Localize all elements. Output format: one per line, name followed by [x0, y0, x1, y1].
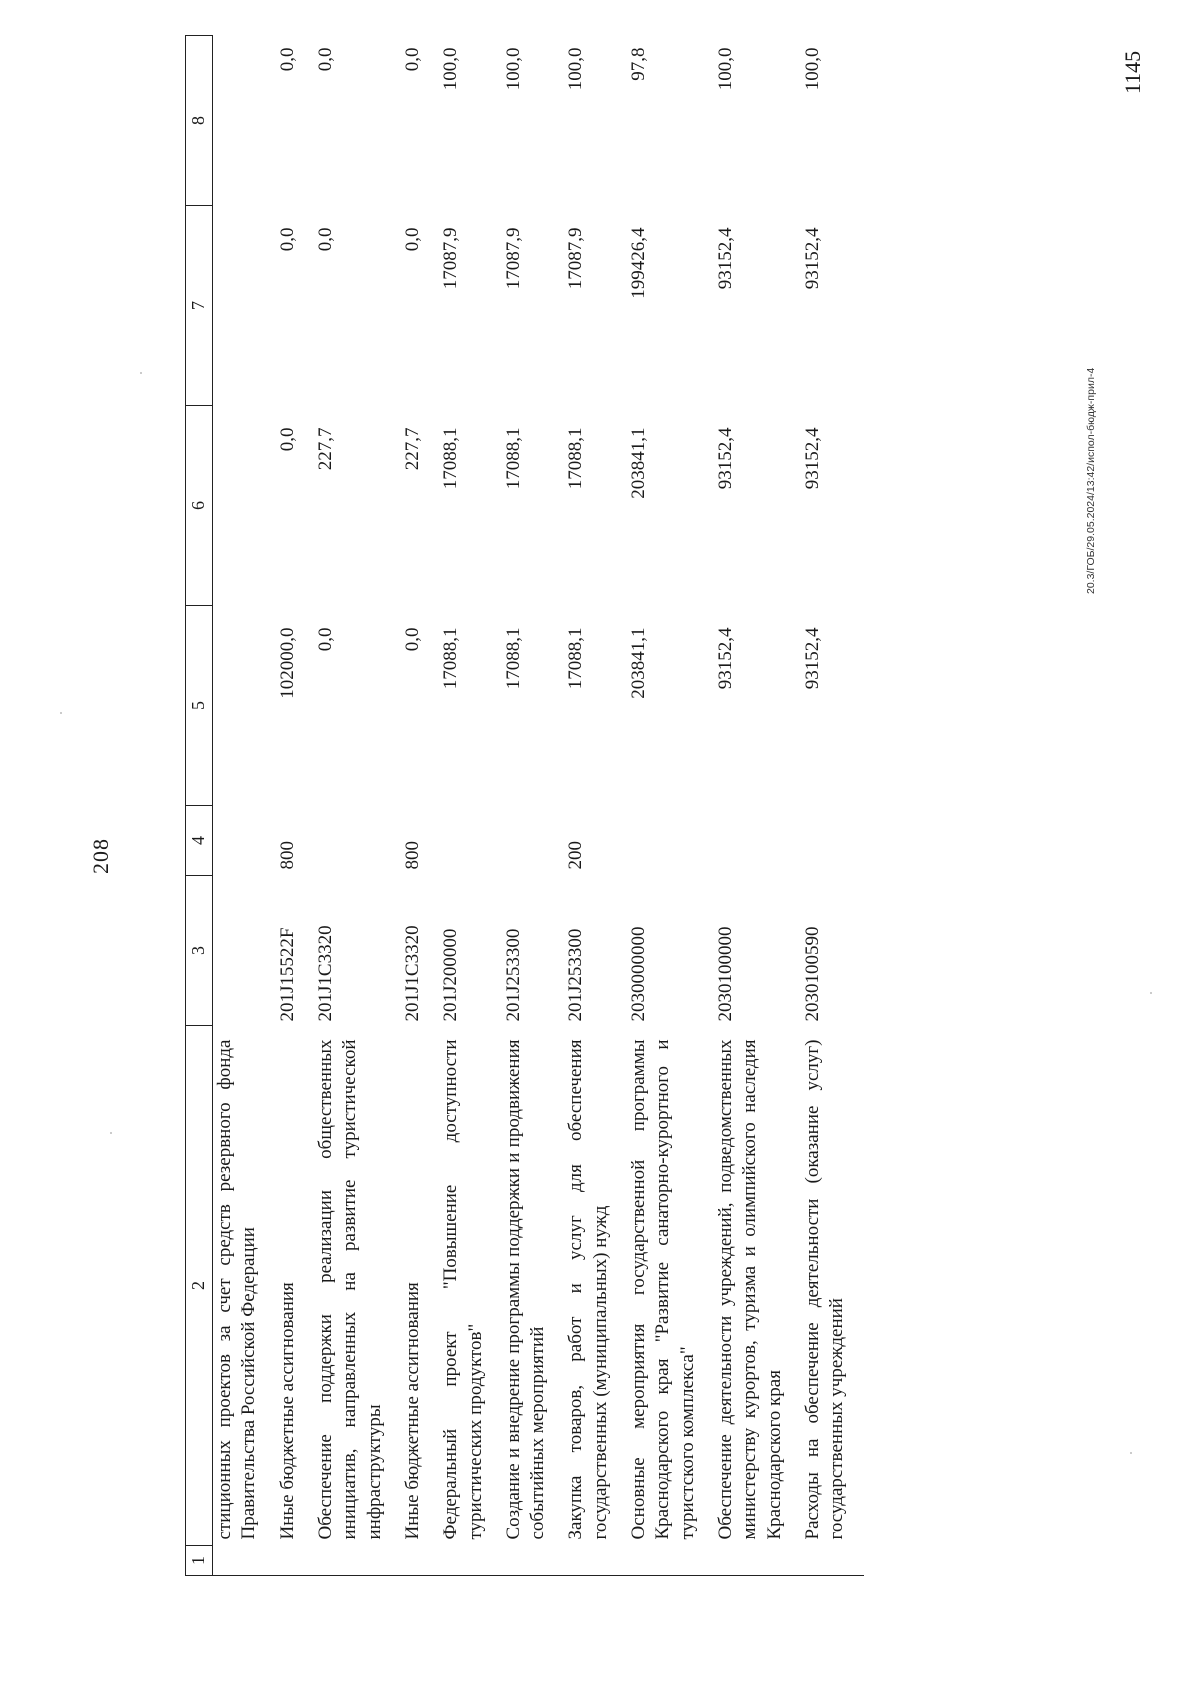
table-body [213, 36, 864, 1576]
cell-col-1 [401, 1546, 439, 1576]
cell-value-col-8: 0,0 [276, 47, 298, 72]
cell-value-col-6: 227,7 [401, 427, 423, 471]
cell-item-name: Федеральный проект "Повышение доступности туристических продуктов" [440, 1039, 486, 1540]
cell-target-code: 201J15522F [276, 927, 298, 1022]
cell-expense-type [439, 806, 502, 876]
cell-value-col-6: 93152,4 [715, 427, 736, 490]
cell-value-col-7: 17087,9 [502, 227, 524, 290]
cell-item-name: стиционных проектов за счет средств резервного фонда Правительства Российской Федерации [214, 1039, 260, 1540]
cell-expense-type: 200 [565, 841, 587, 870]
cell-value-col-6: 17088,1 [440, 427, 462, 490]
cell-expense-type: 800 [401, 841, 423, 870]
cell-target-code: 2030000000 [628, 926, 650, 1022]
table-row [564, 36, 627, 1576]
cell-expense-type [502, 806, 565, 876]
cell-value-col-5: 17088,1 [565, 627, 587, 690]
cell-value-col-5: 0,0 [401, 627, 423, 652]
budget-table-wrapper [185, 36, 864, 1576]
cell-value-col-6 [213, 406, 276, 606]
cell-target-code [213, 876, 276, 1026]
cell-value-col-5: 102000,0 [276, 627, 298, 699]
cell-value-col-8: 100,0 [440, 47, 462, 91]
header-col-4: 4 [186, 806, 213, 876]
table-row [502, 36, 565, 1576]
cell-expense-type [627, 806, 714, 876]
cell-col-1 [627, 1546, 714, 1576]
cell-value-col-8: 0,0 [401, 47, 423, 72]
footer-document-code: 20.3/ГОБ/29.05.2024/13:42/испол-бюдж-прил-4 [1085, 367, 1097, 594]
cell-value-col-5 [213, 606, 276, 806]
cell-value-col-8 [213, 36, 276, 206]
cell-value-col-6: 17088,1 [502, 427, 524, 490]
cell-col-1 [714, 1546, 801, 1576]
cell-value-col-6: 227,7 [314, 427, 336, 471]
header-col-6: 6 [186, 406, 213, 606]
cell-value-col-8: 100,0 [715, 47, 736, 91]
table-row [401, 36, 439, 1576]
cell-target-code: 201J1C3320 [314, 925, 336, 1022]
budget-table [185, 35, 864, 1576]
cell-target-code: 201J253300 [565, 928, 587, 1022]
cell-item-name: Обеспечение поддержки реализации общественных инициатив, направленных на развитие туристической инфраструктуры [314, 1039, 385, 1540]
scan-speck [1150, 992, 1152, 994]
cell-value-col-6: 17088,1 [565, 427, 587, 490]
header-col-8: 8 [186, 36, 213, 206]
cell-value-col-7: 93152,4 [801, 227, 823, 290]
cell-value-col-7: 17087,9 [440, 227, 462, 290]
cell-expense-type [213, 806, 276, 876]
table-row [213, 36, 276, 1576]
cell-expense-type [801, 806, 864, 876]
cell-item-name: Иные бюджетные ассигнования [276, 1282, 298, 1540]
header-col-2: 2 [186, 1026, 213, 1546]
cell-item-name: Расходы на обеспечение деятельности (оказание услуг) государственных учреждений [801, 1039, 848, 1540]
cell-col-1 [502, 1546, 565, 1576]
cell-value-col-5: 17088,1 [440, 627, 462, 690]
cell-expense-type [714, 806, 801, 876]
scan-speck [110, 1132, 112, 1134]
cell-col-1 [314, 1546, 401, 1576]
header-col-3: 3 [186, 876, 213, 1026]
cell-value-col-8: 0,0 [314, 47, 336, 72]
cell-value-col-8: 100,0 [502, 47, 524, 91]
cell-value-col-6: 0,0 [276, 427, 298, 452]
cell-target-code: 201J253300 [502, 928, 524, 1022]
cell-item-name: Иные бюджетные ассигнования [401, 1282, 423, 1540]
cell-value-col-7: 93152,4 [715, 227, 736, 290]
cell-value-col-8: 97,8 [628, 47, 650, 81]
cell-col-1 [564, 1546, 627, 1576]
cell-value-col-6: 93152,4 [801, 427, 823, 490]
cell-value-col-7 [213, 206, 276, 406]
scan-speck [140, 372, 142, 374]
cell-value-col-7: 0,0 [314, 227, 336, 252]
cell-value-col-8: 100,0 [565, 47, 587, 91]
cell-target-code: 201J200000 [440, 928, 462, 1022]
cell-value-col-5: 203841,1 [628, 627, 650, 699]
cell-col-1 [801, 1546, 864, 1576]
cell-col-1 [439, 1546, 502, 1576]
table-row [276, 36, 314, 1576]
page-number: 208 [88, 838, 113, 874]
cell-value-col-5: 93152,4 [801, 627, 823, 690]
cell-item-name: Основные мероприятия государственной программы Краснодарского края "Развитие санаторно-курортного и туристского комплекса" [628, 1039, 698, 1540]
header-col-7: 7 [186, 206, 213, 406]
cell-value-col-5: 0,0 [314, 627, 336, 652]
cell-value-col-5: 93152,4 [715, 627, 736, 690]
cell-expense-type: 800 [276, 841, 298, 870]
cell-target-code: 201J1C3320 [401, 925, 423, 1022]
header-col-5: 5 [186, 606, 213, 806]
table-row [801, 36, 864, 1576]
cell-value-col-8: 100,0 [801, 47, 823, 91]
table-row [314, 36, 401, 1576]
header-col-1: 1 [186, 1546, 213, 1576]
table-row [714, 36, 801, 1576]
cell-value-col-7: 17087,9 [565, 227, 587, 290]
table-row [439, 36, 502, 1576]
cell-col-1 [213, 1546, 276, 1576]
scan-speck [1130, 1452, 1132, 1454]
cell-value-col-7: 0,0 [401, 227, 423, 252]
cell-value-col-6: 203841,1 [628, 427, 650, 499]
cell-value-col-7: 0,0 [276, 227, 298, 252]
table-header-row [186, 36, 213, 1576]
cell-target-code: 2030100590 [801, 926, 823, 1022]
cell-item-name: Закупка товаров, работ и услуг для обеспечения государственных (муниципальных) нужд [565, 1039, 611, 1540]
cell-item-name: Обеспечение деятельности учреждений, подведомственных министерству курортов, туризма и олимпийского наследия Краснодарского края [715, 1039, 785, 1540]
cell-target-code: 2030100000 [715, 926, 736, 1022]
cell-expense-type [314, 806, 401, 876]
table-row [627, 36, 714, 1576]
cell-value-col-7: 199426,4 [628, 227, 650, 299]
cell-col-1 [276, 1546, 314, 1576]
cell-item-name: Создание и внедрение программы поддержки и продвижения событийных мероприятий [502, 1039, 549, 1540]
cell-value-col-5: 17088,1 [502, 627, 524, 690]
scan-speck [60, 712, 62, 714]
sheet-number: 1145 [1120, 50, 1145, 94]
